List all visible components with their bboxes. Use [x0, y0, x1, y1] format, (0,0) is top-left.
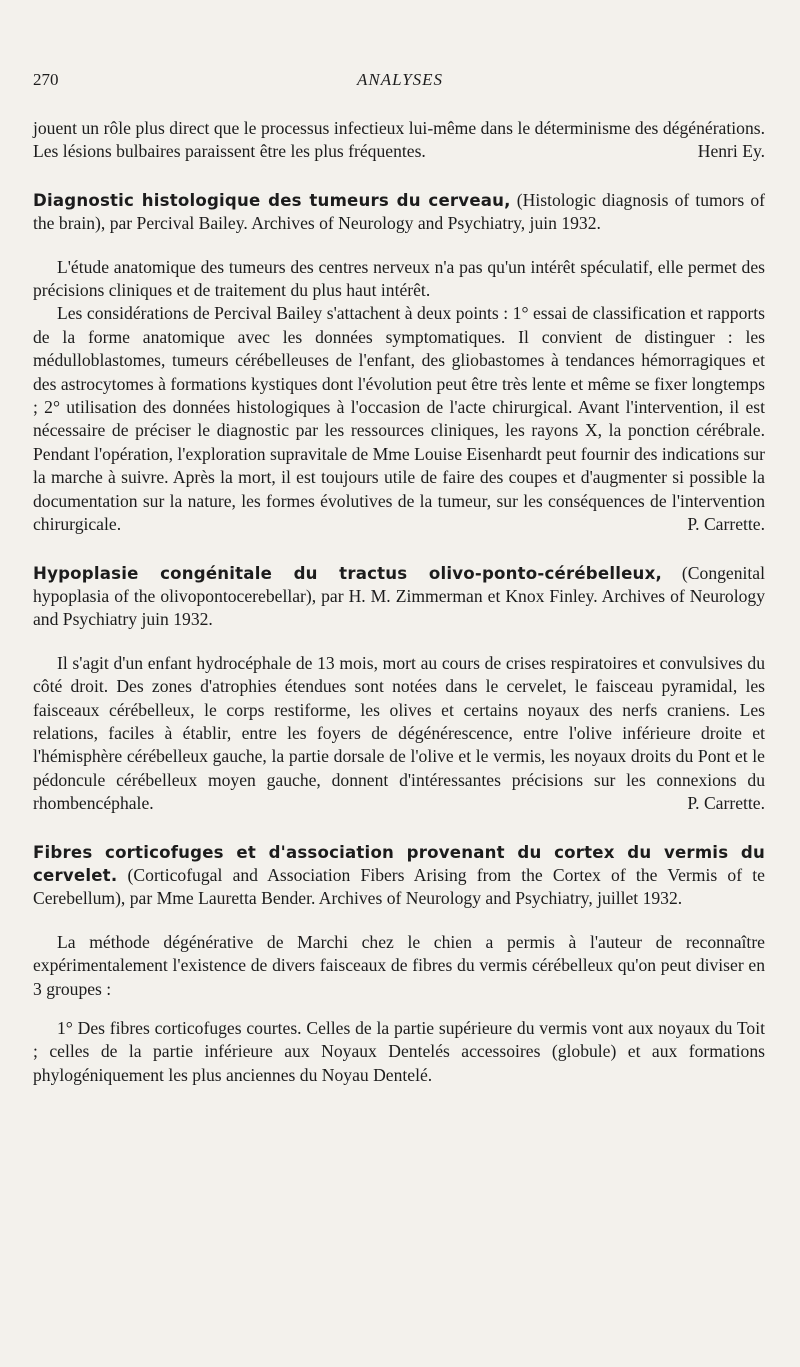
article-3-paragraph-2: 1° Des fibres corticofuges courtes. Celles de la partie supérieure du vermis vont aux noyaux du Toit ; celles de la partie inférieure aux Noyaux Dentelés accessoires (globule) et aux formations phylogéniquement les plus anciennes du Noyau Dentelé.: [33, 1018, 765, 1085]
article-1-signature: P. Carrette.: [687, 514, 765, 535]
article-1-reference: (Histologic diagnosis of tumors of the brain), par Percival Bailey. Archives of Neurology and Psychiatry, juin 1932.: [33, 189, 765, 234]
article-2-reference: (Congenital hypoplasia of the olivopontocerebellar), par H. M. Zimmerman et Knox Finley. Archives of Neurology and Psychiatry juin 1932.: [33, 562, 765, 630]
article-3-heading: [33, 841, 765, 911]
page-number: 270: [33, 70, 59, 89]
intro-signature: Henri Ey.: [697, 141, 765, 162]
intro-text: jouent un rôle plus direct que le processus infectieux lui-même dans le déterminisme des dégénérations. Les lésions bulbaires paraissent être les plus fréquentes.: [33, 118, 765, 162]
article-1-heading: [33, 189, 765, 236]
article-1-paragraph-2-text: Les considérations de Percival Bailey s'attachent à deux points : 1° essai de classification et rapports de la forme anatomique avec les données symptomatiques. Il convient de distinguer : les médulloblastomes, tumeurs cérébelleuses de l'enfant, des gliobastomes à tendances hémorragiques et des astrocytomes à formations kystiques dont l'évolution peut être très lente et même se fixer longtemps ; 2° utilisation des données histologiques à l'occasion de l'acte chirurgical. Avant l'intervention, il est nécessaire de préciser le diagnostic par les ressources cliniques, les rayons X, la ponction cérébrale. Pendant l'opération, l'exploration supravitale de Mme Louise Eisenhardt peut fournir des indications sur la marche à suivre. Après la mort, il est toujours utile de faire des coupes et d'augmenter si possible la documentation sur la nature, les formes évolutives de la tumeur, sur les conséquences de l'intervention chirurgicale.: [33, 303, 765, 535]
running-title: ANALYSES: [356, 70, 444, 89]
intro-paragraph: [33, 117, 765, 164]
article-1-paragraph-1: L'étude anatomique des tumeurs des centres nerveux n'a pas qu'un intérêt spéculatif, elle permet des précisions cliniques et de traitement du plus haut intérêt.: [33, 256, 765, 301]
article-2-heading: [33, 562, 765, 632]
article-3-paragraph-1: La méthode dégénérative de Marchi chez le chien a permis à l'auteur de reconnaître expérimentalement l'existence de divers faisceaux de fibres du vermis cérébelleux qu'on peut diviser en 3 groupes :: [33, 931, 765, 999]
article-2-paragraph-1: [33, 652, 765, 816]
article-1-title: Diagnostic histologique des tumeurs du cerveau,: [33, 190, 511, 210]
article-3-title: Fibres corticofuges et d'association provenant du cortex du vermis du cervelet.: [33, 842, 765, 885]
article-2-paragraph-1-text: Il s'agit d'un enfant hydrocéphale de 13 mois, mort au cours de crises respiratoires et convulsives du côté droit. Des zones d'atrophies étendues sont notées dans le cervelet, le faisceau pyramidal, les faisceaux cérébelleux, le corps restiforme, les olives et certains noyaux des nerfs craniens. Les relations, faciles à établir, entre les foyers de dégénérescence, entre l'olive inférieure droite et l'hémisphère cérébelleux gauche, la partie dorsale de l'olive et le vermis, les noyaux droits du Pont et le pédoncule cérébelleux moyen gauche, donnent d'intéressantes précisions sur les connexions du rhombencéphale.: [33, 652, 765, 814]
article-1-paragraph-2: [33, 302, 765, 536]
article-2-signature: P. Carrette.: [687, 793, 765, 814]
page-header: [33, 70, 767, 94]
article-2-title: Hypoplasie congénitale du tractus olivo-ponto-cérébelleux,: [33, 563, 662, 583]
page-content: [33, 117, 765, 1087]
article-3-reference: (Corticofugal and Association Fibers Arising from the Cortex of the Vermis of te Cerebellum), par Mme Lauretta Bender. Archives of Neurology and Psychiatry, juillet 1932.: [33, 864, 765, 909]
